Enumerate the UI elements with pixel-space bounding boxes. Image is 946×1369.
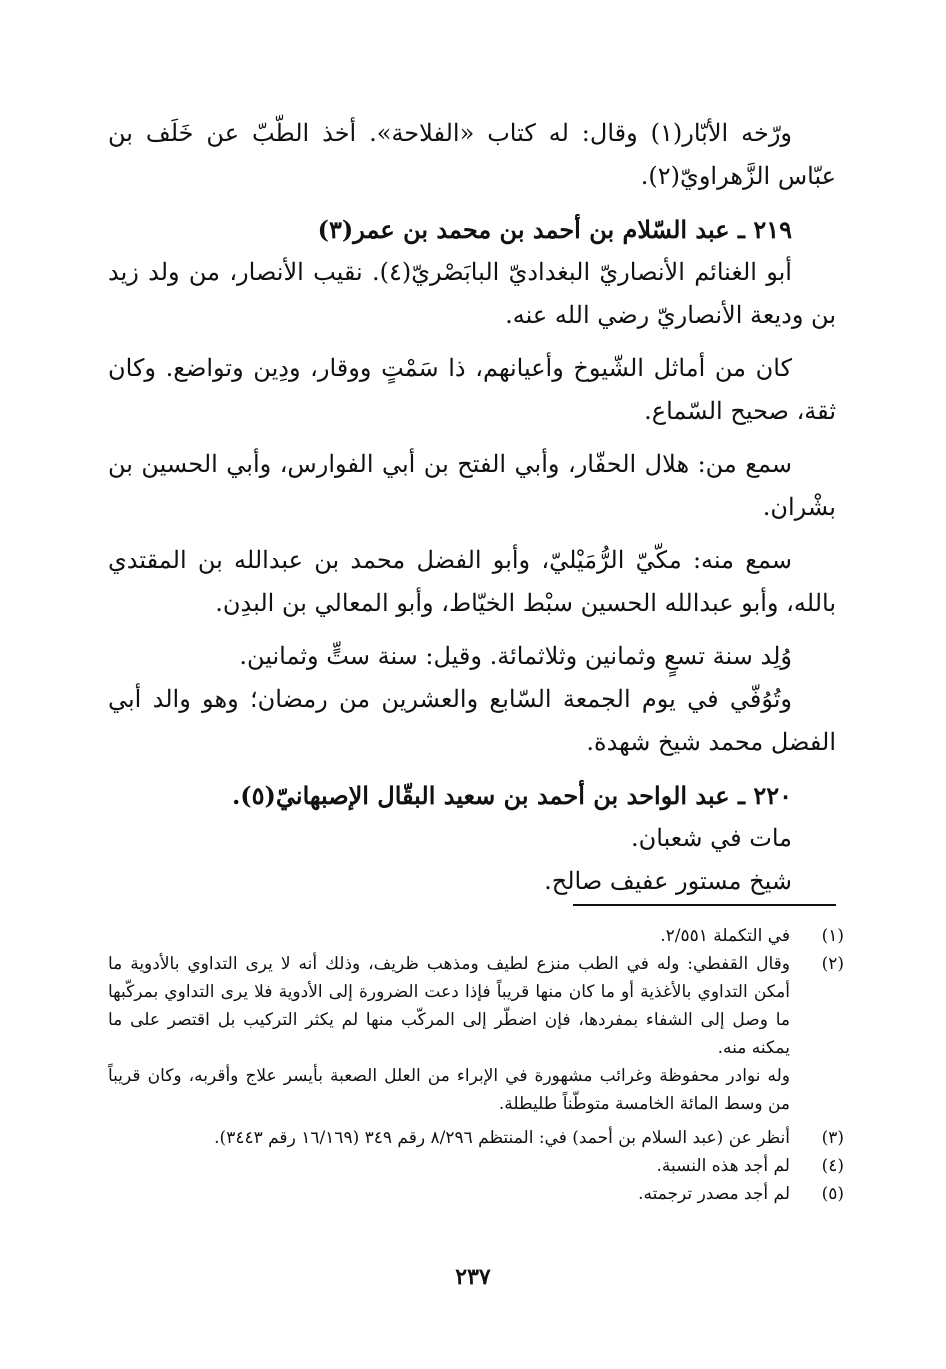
- entry-220-heading: ٢٢٠ ـ عبد الواحد بن أحمد بن سعيد البقّال الإصبهانيّ(٥).: [231, 781, 792, 810]
- footnote-number: (١): [821, 926, 844, 946]
- footnote-text: أنظر عن (عبد السلام بن أحمد) في: المنتظم ٨/٢٩٦ رقم ٣٤٩ (١٦/١٦٩ رقم ٣٤٤٣).: [214, 1128, 790, 1148]
- footnote-text: لم أجد هذه النسبة.: [656, 1156, 790, 1176]
- footnote-4: [108, 1152, 844, 1180]
- footnote-divider: [573, 904, 836, 906]
- footnote-5: [108, 1180, 844, 1208]
- footnote-text: في التكملة ٢/٥٥١.: [660, 926, 790, 946]
- entry-219-students: سمع منه: مكّيّ الرُّمَيْليّ، وأبو الفضل محمد بن عبدالله بن المقتدي بالله، وأبو عبدالله الحسين سبْط الخيّاط، وأبو المعالي بن البدِن.: [108, 546, 836, 617]
- footnote-2: [108, 950, 844, 1062]
- entry-219-description: كان من أماثل الشّيوخ وأعيانهم، ذا سَمْتٍ ووقار، ودِين وتواضع. وكان ثقة، صحيح السّماع.: [108, 354, 836, 425]
- footnote-number: (٤): [821, 1156, 844, 1176]
- entry-219-heading: ٢١٩ ـ عبد السّلام بن أحمد بن محمد بن عمر(٣): [317, 215, 792, 244]
- footnote-3: [108, 1124, 844, 1152]
- footnote-number: (٢): [821, 954, 844, 974]
- paragraph-abbar-note: ورّخه الأبّار(١) وقال: له كتاب «الفلاحة». أخذ الطّبّ عن خَلَف بن عبّاس الزَّهراويّ(٢).: [108, 119, 836, 190]
- footnote-2-continuation: وله نوادر محفوظة وغرائب مشهورة في الإبراء من العلل الصعبة بأيسر علاج وأقربه، وكان قريباً من وسط المائة الخامسة متوطّناً طليطلة.: [108, 1066, 790, 1114]
- footnote-number: (٥): [821, 1184, 844, 1204]
- entry-220-description: شيخ مستور عفيف صالح.: [544, 867, 792, 895]
- entry-219-death: وتُوُفّي في يوم الجمعة السّابع والعشرين من رمضان؛ وهو والد أبي الفضل محمد شيخ شهدة.: [108, 685, 836, 756]
- page-number: ٢٣٧: [455, 1264, 491, 1290]
- entry-219-teachers: سمع من: هلال الحفّار، وأبي الفتح بن أبي الفوارس، وأبي الحسين بن بشْران.: [108, 450, 836, 521]
- footnote-text: وقال القفطي: وله في الطب منزع لطيف ومذهب ظريف، وذلك أنه لا يرى التداوي بالأدوية ما أمكن التداوي بالأغذية أو ما كان منها قريباً فإذا دعت الضرورة إلى الأدوية فلا يرى التداوي بمركّبها ما وصل إلى الشفاء بمفردها، فإن اضطّر إلى المركّب منها لم يكثر التركيب بل اقتصر على ما يمكنه منه.: [108, 954, 790, 1058]
- footnotes: [108, 922, 844, 1208]
- entry-219-lineage: أبو الغنائم الأنصاريّ البغداديّ البابَصْريّ(٤). نقيب الأنصار، من ولد زيد بن وديعة الأنصاريّ رضي الله عنه.: [108, 258, 836, 329]
- footnote-text: لم أجد مصدر ترجمته.: [638, 1184, 790, 1204]
- entry-219-birth: وُلِد سنة تسعٍ وثمانين وثلاثمائة. وقيل: سنة ستٍّ وثمانين.: [239, 642, 792, 670]
- footnote-number: (٣): [821, 1128, 844, 1148]
- main-text: [108, 112, 836, 903]
- footnote-1: [108, 922, 844, 950]
- entry-220-death: مات في شعبان.: [631, 824, 792, 852]
